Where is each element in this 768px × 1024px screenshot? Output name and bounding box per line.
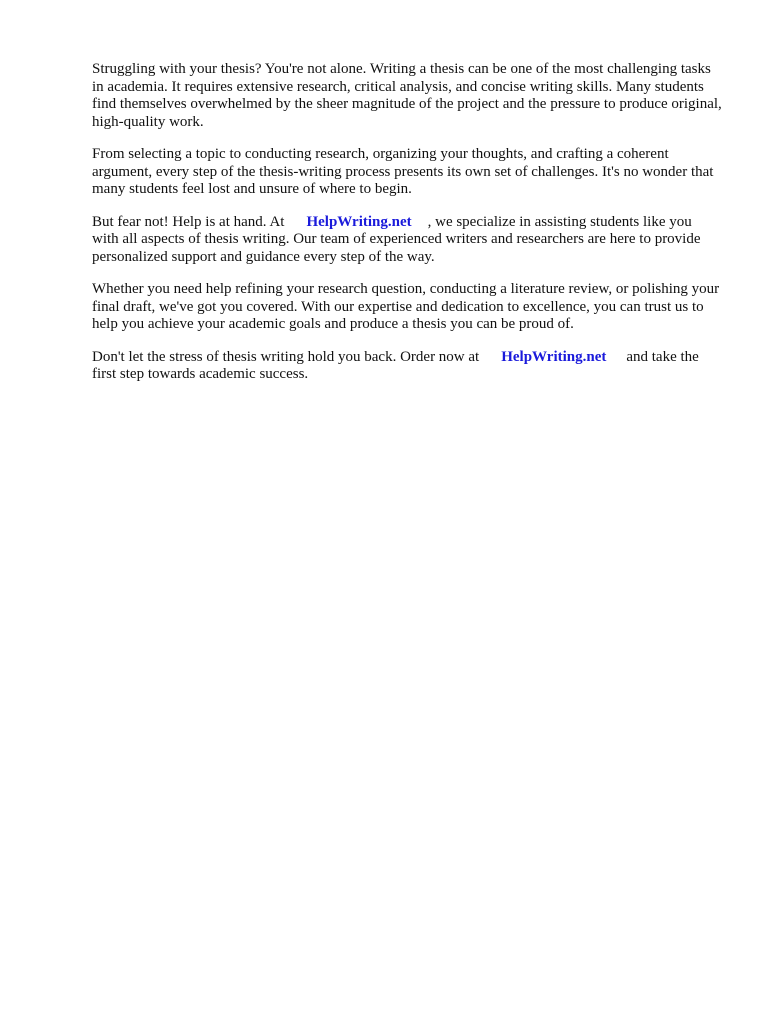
paragraph-cta [92, 349, 722, 384]
helpwriting-link[interactable]: HelpWriting.net [306, 213, 412, 230]
document-body [92, 61, 722, 399]
paragraph-services: Whether you need help refining your research question, conducting a literature review, or polishing your final draft, we've got you covered. With our expertise and dedication to excellence, you can trust us to help you achieve your academic goals and produce a thesis you can be proud of. [92, 281, 720, 332]
paragraph-intro: Struggling with your thesis? You're not alone. Writing a thesis can be one of the most challenging tasks in academia. It requires extensive research, critical analysis, and concise writing skills. Many students find themselves overwhelmed by the sheer magnitude of the project and the pressure to produce original, high-quality work. [92, 61, 722, 130]
paragraph-cta-before: Don't let the stress of thesis writing hold you back. Order now at [92, 348, 480, 365]
paragraph-cta-after: and take the first step towards academic success. [92, 348, 699, 382]
paragraph-help [92, 214, 722, 267]
paragraph-challenges: From selecting a topic to conducting research, organizing your thoughts, and crafting a coherent argument, every step of the thesis-writing process presents its own set of challenges. It's no wonder that many students feel lost and unsure of where to begin. [92, 146, 714, 197]
paragraph-help-before: But fear not! Help is at hand. At [92, 213, 285, 230]
helpwriting-order-link[interactable]: HelpWriting.net [501, 348, 607, 365]
paragraph-help-after: , we specialize in assisting students like you with all aspects of thesis writing. Our team of experienced writers and researchers are here to provide personalized support and guidance every step of the way. [92, 213, 701, 265]
